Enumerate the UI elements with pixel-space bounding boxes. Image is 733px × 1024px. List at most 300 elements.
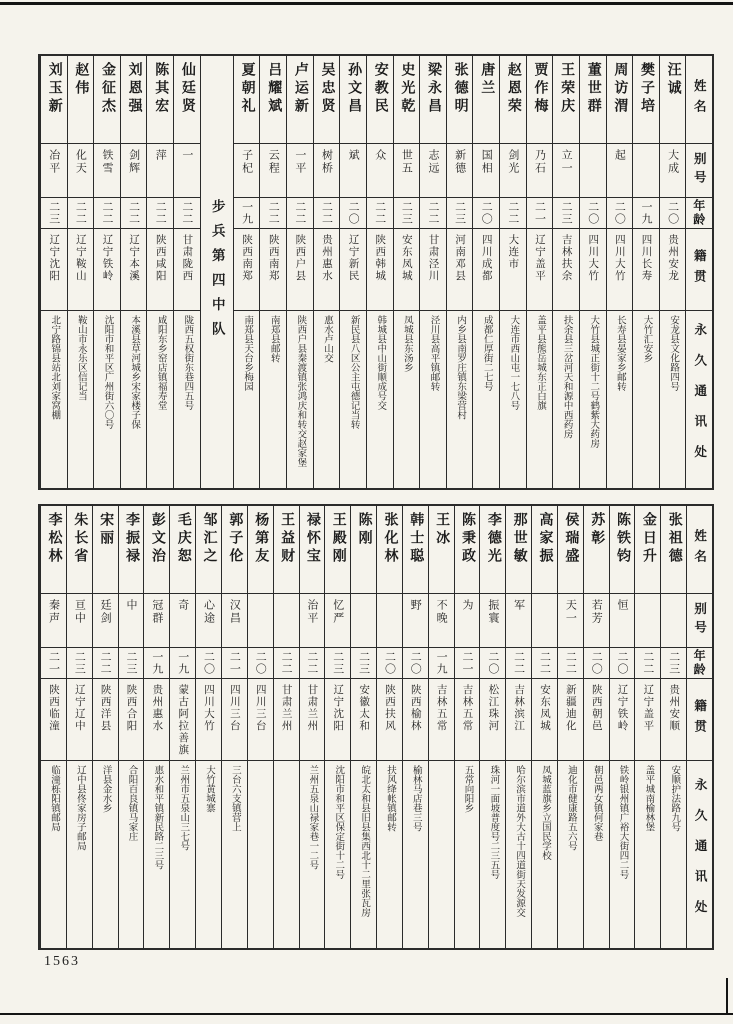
entry-name: 王荣庆	[553, 56, 579, 144]
entry-age: 一九	[144, 648, 169, 679]
entry-name: 贾作梅	[527, 56, 553, 144]
entry-name: 侯瑞盛	[558, 506, 583, 594]
entry-native-place: 安东凤城	[394, 229, 420, 311]
entry-column	[118, 506, 144, 948]
entry-address: 成都仁厚街二七号	[481, 315, 492, 391]
entry-age: 二二	[68, 198, 94, 229]
entry-address: 珠河一面坡普度号二三五号	[488, 765, 499, 879]
entry-age: 二一	[222, 648, 247, 679]
entry-address: 五常向阳乡	[462, 765, 473, 813]
entry-column	[313, 56, 340, 488]
entry-native-place: 辽宁沈阳	[41, 229, 67, 311]
entry-alias: 心途	[196, 594, 221, 648]
entry-age: 二一	[455, 648, 480, 679]
entry-native-place: 四川三台	[248, 679, 273, 761]
scan-edge-top	[0, 2, 733, 5]
row-header-column	[686, 506, 712, 948]
entry-native-place: 辽宁铁岭	[94, 229, 120, 311]
entry-alias: 树桥	[314, 144, 340, 198]
entry-name: 彭文治	[144, 506, 169, 594]
entry-native-place: 陕西扶风	[377, 679, 402, 761]
entry-native-place: 辽宁新民	[340, 229, 366, 311]
entry-native-place: 甘肃兰州	[274, 679, 299, 761]
entry-address	[274, 761, 299, 948]
entry-name: 张德明	[447, 56, 473, 144]
entry-name: 王益财	[274, 506, 299, 594]
entry-column	[446, 56, 473, 488]
entry-native-place: 陕西榆林	[403, 679, 428, 761]
entry-column	[632, 56, 659, 488]
entry-native-place: 辽宁辽中	[67, 679, 92, 761]
entry-age: 二二	[367, 198, 393, 229]
entry-alias: 铁雪	[94, 144, 120, 198]
entry-column	[526, 56, 553, 488]
entry-alias: 新德	[447, 144, 473, 198]
entry-column	[339, 56, 366, 488]
entry-column	[146, 56, 173, 488]
entry-name: 刘恩强	[121, 56, 147, 144]
entry-alias: 立一	[553, 144, 579, 198]
entry-address: 兰州市五泉山三七号	[178, 765, 189, 851]
entry-name: 孙文昌	[340, 56, 366, 144]
entry-age: 二〇	[196, 648, 221, 679]
scan-edge-bottom	[0, 1013, 733, 1015]
entry-address: 凤城县东汤乡	[401, 315, 412, 372]
entry-column	[173, 56, 200, 488]
entry-age: 二二	[558, 648, 583, 679]
entry-native-place: 四川大竹	[196, 679, 221, 761]
entry-native-place: 陕西洋县	[93, 679, 118, 761]
entry-name: 邹汇之	[196, 506, 221, 594]
entry-address: 陕西户县秦渡镇张鸿庆和转交赵家堡	[295, 315, 306, 467]
entry-name: 张化林	[377, 506, 402, 594]
entry-alias	[351, 594, 376, 648]
scan-edge-right	[726, 978, 728, 1015]
entry-native-place: 松江珠河	[480, 679, 505, 761]
section-column	[200, 56, 233, 488]
entry-column	[660, 506, 686, 948]
entry-name: 安教民	[367, 56, 393, 144]
entry-age: 二二	[93, 648, 118, 679]
entry-name: 宋丽	[93, 506, 118, 594]
entry-column	[393, 56, 420, 488]
entry-name: 朱长省	[67, 506, 92, 594]
entry-address: 铁岭银州镇广裕大街四二号	[617, 765, 628, 879]
entry-age: 二〇	[377, 648, 402, 679]
entry-name: 赵伟	[68, 56, 94, 144]
entry-alias: 秦声	[41, 594, 66, 648]
entry-native-place: 四川成都	[473, 229, 499, 311]
entry-name: 刘玉新	[41, 56, 67, 144]
entry-age: 二二	[147, 198, 173, 229]
entry-column	[499, 56, 526, 488]
entry-name: 郭子伦	[222, 506, 247, 594]
entry-name: 董世群	[580, 56, 606, 144]
row-header-age: 年龄	[687, 648, 712, 679]
entry-address: 大竹汇安乡	[641, 315, 652, 363]
entry-alias: 剑辉	[121, 144, 147, 198]
entry-address: 南郑县邮转	[268, 315, 279, 363]
entry-column	[583, 506, 609, 948]
entry-column	[454, 506, 480, 948]
entry-address: 朝邑两女镇何家巷	[591, 765, 602, 841]
entry-column	[552, 56, 579, 488]
entry-age: 二二	[420, 198, 446, 229]
entry-native-place: 吉林五常	[429, 679, 454, 761]
entry-name: 李振禄	[119, 506, 144, 594]
entry-column	[299, 506, 325, 948]
entry-alias: 不晚	[429, 594, 454, 648]
entry-native-place: 陕西合阳	[119, 679, 144, 761]
entry-address: 泾川县高平镇邮转	[428, 315, 439, 391]
entry-alias	[635, 594, 660, 648]
entry-column	[66, 506, 92, 948]
entry-name: 金征杰	[94, 56, 120, 144]
row-header-age: 年龄	[686, 198, 712, 229]
entry-native-place: 陕西南郑	[260, 229, 286, 311]
entry-native-place: 甘肃兰州	[300, 679, 325, 761]
entry-column	[143, 506, 169, 948]
entry-native-place: 蒙古阿拉善旗	[170, 679, 195, 761]
entry-column	[67, 56, 94, 488]
entry-column	[40, 506, 66, 948]
entry-native-place: 安徽太和	[351, 679, 376, 761]
entry-address: 迪化市健康路五六号	[565, 765, 576, 851]
roster-table-top	[38, 54, 714, 490]
entry-name: 禄怀宝	[300, 506, 325, 594]
row-header-name: 姓名	[687, 506, 712, 594]
entry-native-place: 陕西南郑	[234, 229, 260, 311]
entry-column	[557, 506, 583, 948]
entry-age: 二二	[274, 648, 299, 679]
entry-alias: 廷剑	[93, 594, 118, 648]
entry-column	[259, 56, 286, 488]
entry-address: 扶风绛帐镇邮转	[384, 765, 395, 832]
entry-alias: 恒	[610, 594, 635, 648]
entry-age: 二二	[500, 198, 526, 229]
entry-name: 高家振	[532, 506, 557, 594]
entry-column	[579, 56, 606, 488]
entry-native-place: 辽宁盖平	[527, 229, 553, 311]
entry-name: 毛庆恕	[170, 506, 195, 594]
entry-alias: 忆严	[325, 594, 350, 648]
entry-age: 二二	[287, 198, 313, 229]
entry-native-place: 吉林五常	[455, 679, 480, 761]
entry-column	[609, 506, 635, 948]
entry-column	[273, 506, 299, 948]
entry-alias: 大成	[660, 144, 686, 198]
entry-native-place: 辽宁铁岭	[610, 679, 635, 761]
entry-alias	[274, 594, 299, 648]
entry-alias: 治平	[300, 594, 325, 648]
entry-age: 一九	[170, 648, 195, 679]
entry-native-place: 大连市	[500, 229, 526, 311]
entry-address: 本溪县草河城乡宋家楼子保	[129, 315, 140, 429]
entry-name: 王冰	[429, 506, 454, 594]
entry-native-place: 安东凤城	[532, 679, 557, 761]
entry-alias: 天一	[558, 594, 583, 648]
entry-age: 二三	[325, 648, 350, 679]
entry-alias: 一	[174, 144, 200, 198]
entry-address: 大竹县城正街十二号鹤紫大药房	[588, 315, 599, 448]
entry-alias: 冠群	[144, 594, 169, 648]
entry-alias	[633, 144, 659, 198]
entry-column	[324, 506, 350, 948]
entry-column	[169, 506, 195, 948]
entry-address: 榆林马店巷三号	[410, 765, 421, 832]
entry-name: 陈刚	[351, 506, 376, 594]
entry-native-place: 辽宁沈阳	[325, 679, 350, 761]
row-header-address: 永久通讯处	[692, 323, 707, 476]
row-header-name: 姓名	[686, 56, 712, 144]
entry-address: 长寿县晏家乡邮转	[614, 315, 625, 391]
entry-address: 临潼栎阳镇邮局	[48, 765, 59, 832]
section-label: 步兵第四中队	[209, 198, 225, 346]
entry-address: 兰州五泉山禄家巷一二号	[307, 765, 318, 870]
entry-name: 张祖德	[661, 506, 686, 594]
entry-name: 杨第友	[248, 506, 273, 594]
entry-age: 二三	[67, 648, 92, 679]
entry-name: 汪诚	[660, 56, 686, 144]
entry-age: 二二	[300, 648, 325, 679]
entry-native-place: 陕西咸阳	[147, 229, 173, 311]
entry-native-place: 陕西临潼	[41, 679, 66, 761]
entry-age: 二〇	[607, 198, 633, 229]
entry-native-place: 辽宁鞍山	[68, 229, 94, 311]
entry-name: 仙廷贤	[174, 56, 200, 144]
entry-alias: 汉昌	[222, 594, 247, 648]
entry-column	[402, 506, 428, 948]
entry-age: 二一	[41, 648, 66, 679]
entry-age: 一九	[633, 198, 659, 229]
entry-address: 合阳百良镇马家庄	[126, 765, 137, 841]
entry-alias: 子杞	[234, 144, 260, 198]
entry-age: 二二	[260, 198, 286, 229]
row-header-native-place: 籍贯	[687, 679, 712, 761]
entry-name: 唐兰	[473, 56, 499, 144]
entry-address: 惠水和平镇新民路二三号	[152, 765, 163, 870]
entry-age: 二〇	[660, 198, 686, 229]
entry-age: 二〇	[340, 198, 366, 229]
entry-age: 二〇	[610, 648, 635, 679]
entry-age: 二二	[121, 198, 147, 229]
entry-native-place: 甘肃泾川	[420, 229, 446, 311]
entry-native-place: 贵州惠水	[144, 679, 169, 761]
entry-address: 内乡县南罗庄镇东梁营村	[455, 315, 466, 420]
entry-age: 一九	[234, 198, 260, 229]
entry-age: 二二	[506, 648, 531, 679]
entry-alias: 奇	[170, 594, 195, 648]
entry-age: 二二	[532, 648, 557, 679]
entry-native-place: 陕西韩城	[367, 229, 393, 311]
row-header-alias: 别号	[687, 594, 712, 648]
entry-address: 鞍山市永乐区信记当	[75, 315, 86, 401]
entry-alias: 振寰	[480, 594, 505, 648]
entry-native-place: 贵州安龙	[660, 229, 686, 311]
entry-address: 沈阳市和平区广州街六〇号	[102, 315, 113, 429]
entry-native-place: 陕西朝邑	[584, 679, 609, 761]
entry-name: 韩士聪	[403, 506, 428, 594]
entry-address: 沈阳市和平区保定街十二号	[333, 765, 344, 879]
entry-address: 安顺护法路九号	[669, 765, 680, 832]
entry-address: 北宁路锦县站北刘家窝棚	[49, 315, 60, 420]
entry-age: 二三	[394, 198, 420, 229]
entry-age: 二一	[527, 198, 553, 229]
entry-column	[247, 506, 273, 948]
entry-address: 盖平县熊岳城东正白旗	[534, 315, 545, 410]
row-header-alias: 别号	[686, 144, 712, 198]
entry-column	[92, 506, 118, 948]
entry-column	[479, 506, 505, 948]
entry-name: 卢运新	[287, 56, 313, 144]
entry-age: 二三	[447, 198, 473, 229]
entry-native-place: 甘肃陇西	[174, 229, 200, 311]
entry-native-place: 新疆迪化	[558, 679, 583, 761]
entry-age: 一九	[429, 648, 454, 679]
entry-age: 二三	[553, 198, 579, 229]
entry-address: 扶余县三岔河天和源中西药房	[561, 315, 572, 439]
entry-alias	[661, 594, 686, 648]
entry-column	[634, 506, 660, 948]
entry-alias: 剑光	[500, 144, 526, 198]
entry-column	[531, 506, 557, 948]
entry-address: 咸阳东乡窑店镇福寿堂	[155, 315, 166, 410]
entry-age: 二〇	[584, 648, 609, 679]
entry-address: 皖北太和县旧县集西北十二里张瓦房	[359, 765, 370, 917]
entry-address: 安龙县文化路四号	[668, 315, 679, 391]
entry-column	[366, 56, 393, 488]
entry-native-place: 贵州安顺	[661, 679, 686, 761]
entry-alias: 冶平	[41, 144, 67, 198]
entry-column	[195, 506, 221, 948]
entry-native-place: 吉林滨江	[506, 679, 531, 761]
entry-alias: 乃石	[527, 144, 553, 198]
entry-address	[248, 761, 273, 948]
entry-address: 盖平城南榆林堡	[643, 765, 654, 832]
entry-name: 那世敏	[506, 506, 531, 594]
entry-address: 辽中县佟家房子邮局	[74, 765, 85, 851]
entry-name: 樊子培	[633, 56, 659, 144]
entry-alias: 斌	[340, 144, 366, 198]
entry-alias: 云程	[260, 144, 286, 198]
entry-name: 夏朝礼	[234, 56, 260, 144]
entry-address: 陇西五权街东巷四五号	[182, 315, 193, 410]
entry-age: 二〇	[580, 198, 606, 229]
entry-alias: 萍	[147, 144, 173, 198]
entry-age: 二二	[94, 198, 120, 229]
row-header-native-place: 籍贯	[686, 229, 712, 311]
entry-alias: 世五	[394, 144, 420, 198]
entry-native-place: 四川大竹	[607, 229, 633, 311]
entry-age: 二二	[635, 648, 660, 679]
entry-address: 韩城县中山街顺成号交	[375, 315, 386, 410]
entry-column	[286, 56, 313, 488]
entry-alias	[377, 594, 402, 648]
entry-alias	[248, 594, 273, 648]
entry-age: 二〇	[403, 648, 428, 679]
entry-age: 二〇	[248, 648, 273, 679]
entry-age: 二二	[174, 198, 200, 229]
entry-age: 二三	[351, 648, 376, 679]
entry-native-place: 河南邓县	[447, 229, 473, 311]
entry-column	[120, 56, 147, 488]
entry-column	[93, 56, 120, 488]
entry-age: 二〇	[480, 648, 505, 679]
entry-column	[472, 56, 499, 488]
entry-column	[505, 506, 531, 948]
entry-alias: 中	[119, 594, 144, 648]
entry-address: 惠水卢山交	[321, 315, 332, 363]
row-header-column	[685, 56, 712, 488]
entry-native-place: 四川大竹	[580, 229, 606, 311]
entry-column	[606, 56, 633, 488]
entry-alias: 志远	[420, 144, 446, 198]
entry-column	[428, 506, 454, 948]
row-header-address: 永久通讯处	[693, 778, 708, 931]
entry-address: 哈尔滨市道外大古十四道街天发源交	[514, 765, 525, 917]
entry-address: 三台六支镇营上	[229, 765, 240, 832]
entry-native-place: 辽宁本溪	[121, 229, 147, 311]
entry-name: 陈铁钧	[610, 506, 635, 594]
entry-address: 洋县金水乡	[100, 765, 111, 813]
entry-alias	[532, 594, 557, 648]
entry-column	[419, 56, 446, 488]
entry-alias: 若芳	[584, 594, 609, 648]
entry-age: 二三	[119, 648, 144, 679]
entry-name: 吕耀斌	[260, 56, 286, 144]
entry-age: 二三	[661, 648, 686, 679]
entry-column	[233, 56, 260, 488]
entry-alias	[580, 144, 606, 198]
entry-native-place: 吉林扶余	[553, 229, 579, 311]
entry-name: 吴忠贤	[314, 56, 340, 144]
entry-column	[221, 506, 247, 948]
entry-alias: 野	[403, 594, 428, 648]
entry-alias: 亘中	[67, 594, 92, 648]
entry-native-place: 陕西户县	[287, 229, 313, 311]
entry-name: 陈其宏	[147, 56, 173, 144]
entry-age: 二〇	[473, 198, 499, 229]
entry-alias: 众	[367, 144, 393, 198]
entry-name: 李松林	[41, 506, 66, 594]
entry-age: 二二	[314, 198, 340, 229]
entry-alias: 化天	[68, 144, 94, 198]
roster-table-bottom	[38, 504, 714, 950]
entry-name: 史光乾	[394, 56, 420, 144]
entry-address: 新民县八区公主屯德记当转	[348, 315, 359, 429]
entry-native-place: 贵州惠水	[314, 229, 340, 311]
entry-name: 周访渭	[607, 56, 633, 144]
entry-column	[659, 56, 686, 488]
entry-name: 陈秉政	[455, 506, 480, 594]
entry-column	[40, 56, 67, 488]
entry-column	[376, 506, 402, 948]
entry-native-place: 辽宁盖平	[635, 679, 660, 761]
entry-age: 二三	[41, 198, 67, 229]
entry-address: 大连市西山屯一七八号	[508, 315, 519, 410]
entry-alias: 军	[506, 594, 531, 648]
entry-name: 李德光	[480, 506, 505, 594]
entry-name: 赵恩荣	[500, 56, 526, 144]
entry-native-place: 四川长寿	[633, 229, 659, 311]
entry-name: 金日升	[635, 506, 660, 594]
entry-column	[350, 506, 376, 948]
entry-alias: 为	[455, 594, 480, 648]
entry-alias: 一平	[287, 144, 313, 198]
entry-alias: 起	[607, 144, 633, 198]
entry-name: 苏彰	[584, 506, 609, 594]
entry-address	[429, 761, 454, 948]
